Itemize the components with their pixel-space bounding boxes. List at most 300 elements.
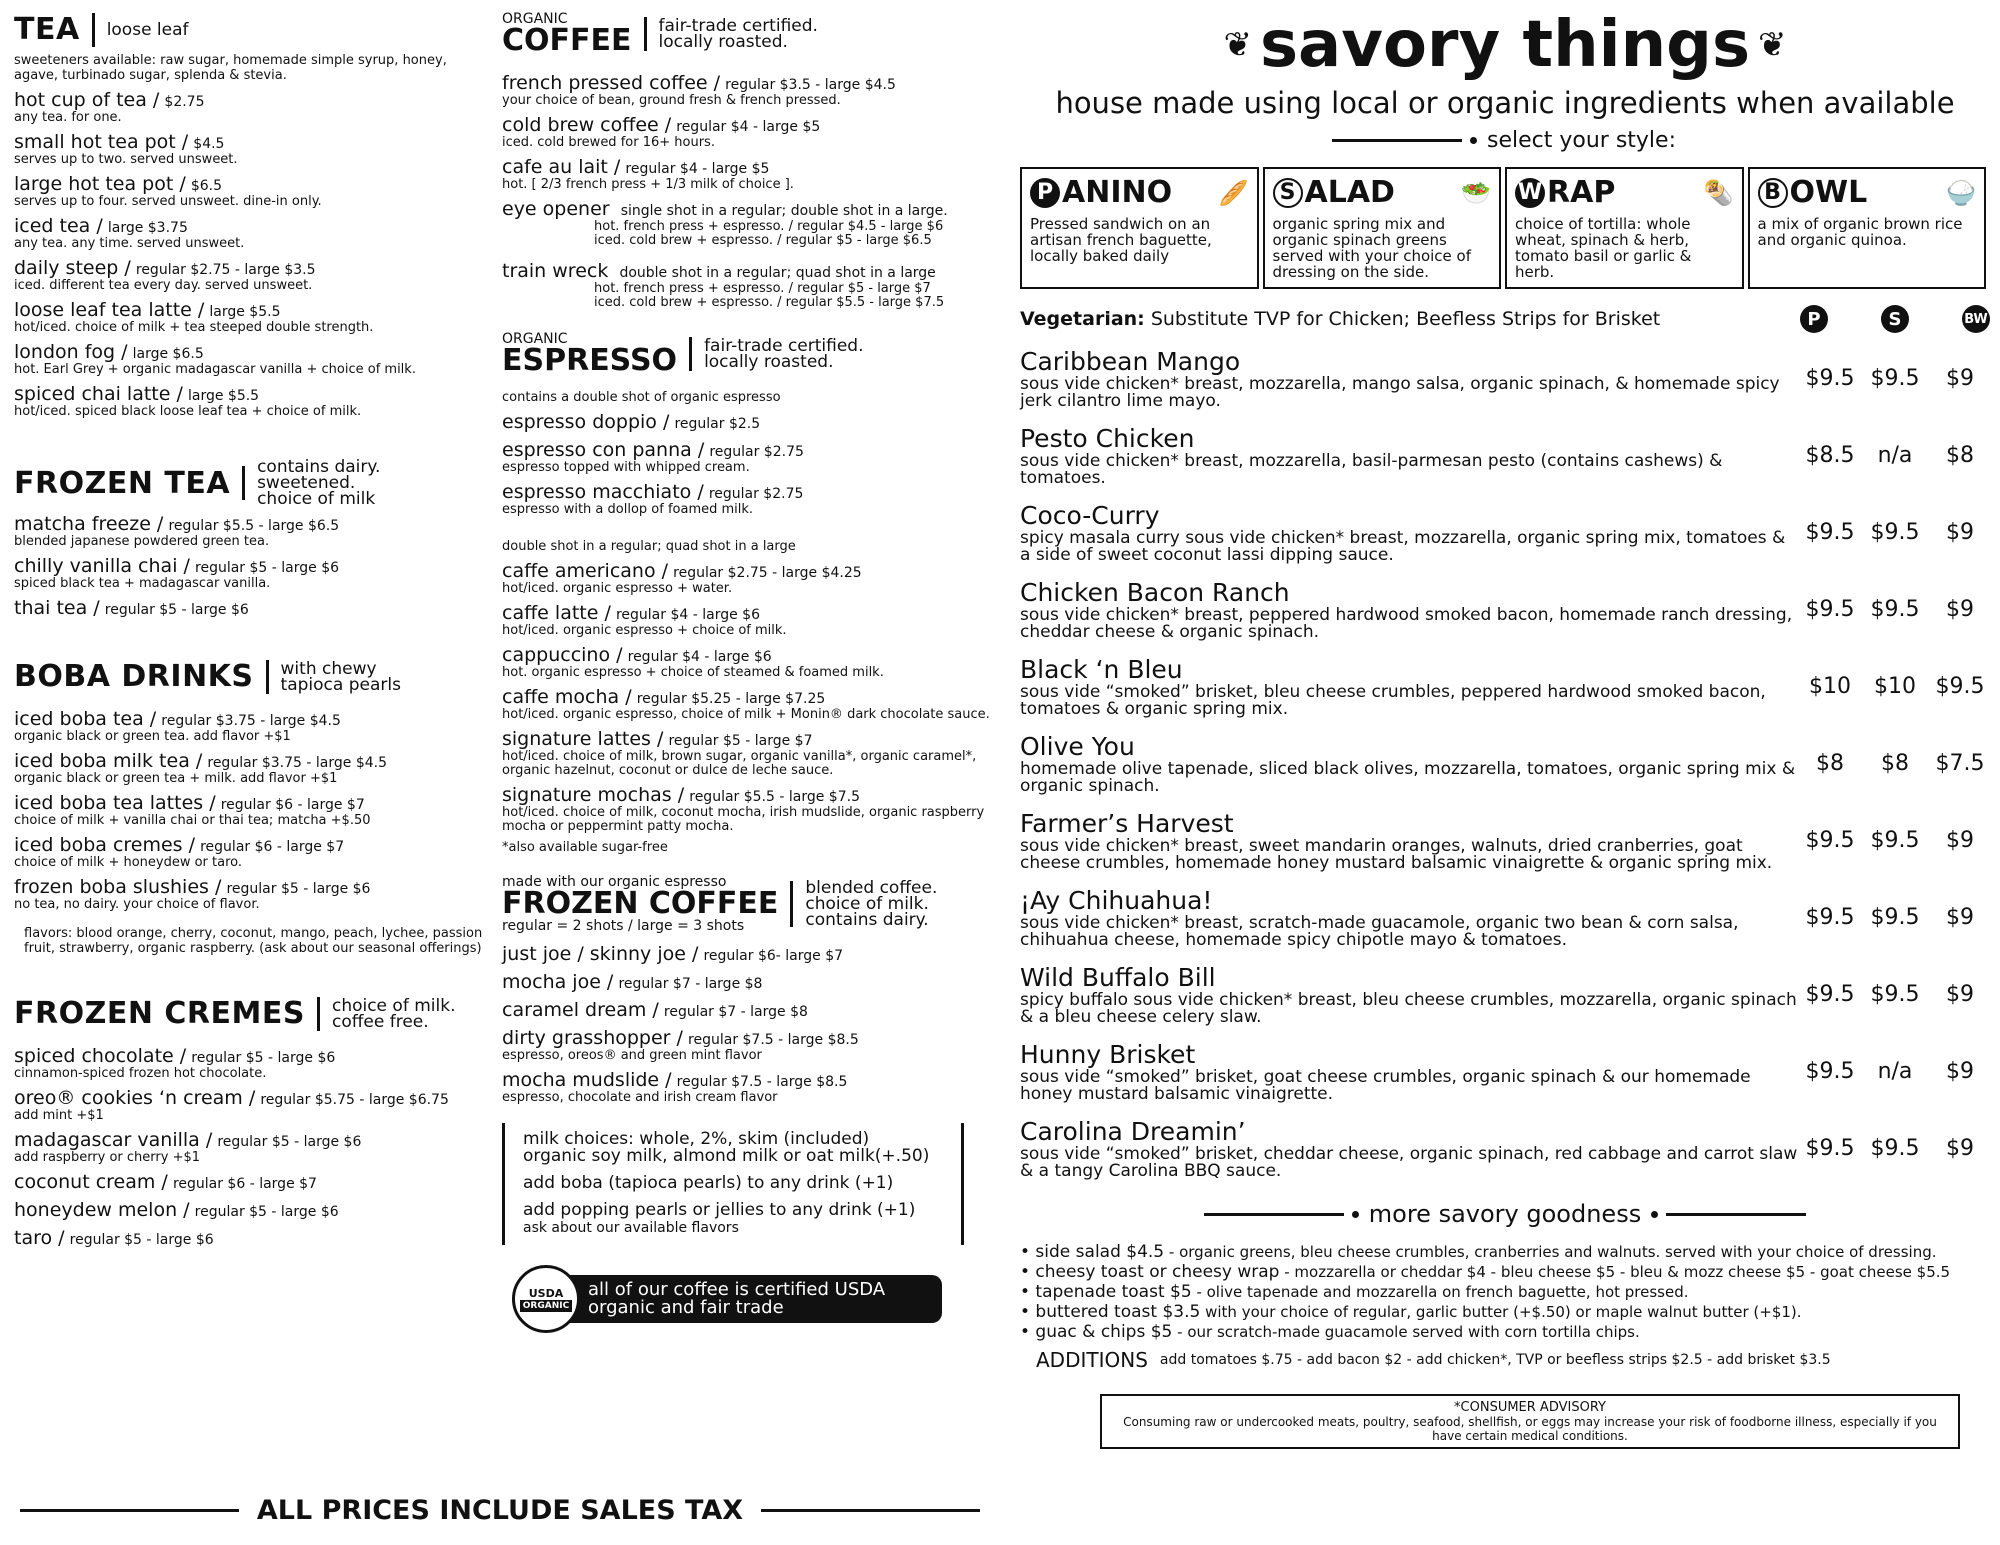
train-wreck-item [502, 260, 1002, 310]
item-price: regular $7 - large $8 [618, 976, 763, 992]
menu-item [502, 560, 1002, 596]
more-title: more savory goodness [1368, 1200, 1642, 1228]
item-name: caramel dream / [502, 999, 659, 1021]
frozen-cremes-header [14, 996, 494, 1031]
price-bowl-wrap: $9.5 [1935, 674, 1985, 699]
item-name: iced boba cremes / [14, 834, 196, 856]
price-panino: $9.5 [1805, 597, 1855, 622]
menu-item [14, 173, 494, 209]
dish-desc: spicy masala curry sous vide chicken* breast, mozzarella, organic spring mix, tomatoes & a side of sweet coconut lassi dipping sauce. [1020, 528, 1786, 565]
price-salad: $10 [1874, 674, 1916, 699]
coffee-title: COFFEE [502, 23, 632, 58]
item-price: regular $2.75 - large $3.5 [135, 262, 316, 278]
item-name: spiced chocolate / [14, 1045, 187, 1067]
sales-tax-footer [20, 1495, 980, 1526]
price-salad: $9.5 [1870, 597, 1920, 622]
item-price: large $3.75 [107, 220, 188, 236]
salad-column-icon: S [1881, 305, 1909, 333]
more-item-name: • cheesy toast or cheesy wrap [1020, 1262, 1280, 1282]
frozen-coffee-item-list [502, 943, 1002, 1105]
item-name: eye opener [502, 198, 610, 220]
sweeteners-note: sweeteners available: raw sugar, homemade simple syrup, honey, agave, turbinado sugar, splenda & stevia. [14, 53, 447, 83]
price-bowl-wrap: $7.5 [1935, 751, 1985, 776]
espresso-subtitle: fair-trade certified. locally roasted. [704, 336, 864, 372]
menu-item [14, 299, 494, 335]
advisory-text: Consuming raw or undercooked meats, poultry, seafood, shellfish, or eggs may increase your risk of foodborne illness, especially if you have certain medical conditions. [1123, 1415, 1937, 1443]
boba-flavors: flavors: blood orange, cherry, coconut, mango, peach, lychee, passion fruit, strawberry, organic raspberry. (ask about our seasonal offerings) [24, 926, 483, 956]
dish-name: Black ‘n Bleu [1020, 655, 1183, 684]
frozen-cremes-subtitle: choice of milk. coffee free. [331, 995, 456, 1032]
frozen-tea-item-list [14, 513, 494, 619]
dish-prices [1800, 578, 1990, 641]
item-name: espresso con panna / [502, 439, 705, 461]
item-name: train wreck [502, 260, 609, 282]
dish-prices [1800, 655, 1990, 718]
menu-item [14, 792, 494, 828]
title-separator [790, 881, 793, 927]
title-separator [644, 17, 647, 51]
item-name: caffe americano / [502, 560, 669, 582]
dish-desc: spicy buffalo sous vide chicken* breast, bleu cheese crumbles, mozzarella, organic spinach & a bleu cheese celery slaw. [1020, 990, 1797, 1027]
usda-text: all of our coffee is certified USDA organic and fair trade [564, 1275, 942, 1323]
menu-item [502, 439, 1002, 475]
item-desc: your choice of bean, ground fresh & french pressed. [502, 93, 841, 108]
tea-title: TEA [14, 12, 80, 47]
price-bowl-wrap: $9 [1946, 982, 1974, 1007]
item-lead: single shot in a regular; double shot in a large. [620, 203, 948, 219]
dish-name: Hunny Brisket [1020, 1040, 1196, 1069]
dish-row [1020, 732, 1990, 795]
price-salad: n/a [1877, 443, 1913, 468]
item-desc: hot. [ 2/3 french press + 1/3 milk of choice ]. [502, 177, 794, 192]
price-panino: $10 [1809, 674, 1851, 699]
item-name: loose leaf tea latte / [14, 299, 205, 321]
price-bowl-wrap: $9 [1946, 828, 1974, 853]
more-item [1020, 1262, 1990, 1282]
style-name [1758, 175, 1977, 210]
item-price: $4.5 [193, 136, 225, 152]
select-style-divider [1020, 128, 1990, 153]
dish-name: Chicken Bacon Ranch [1020, 578, 1290, 607]
price-column-heads [1800, 305, 1990, 333]
dish-prices [1800, 809, 1990, 872]
item-desc: hot/iced. organic espresso + choice of milk. [502, 623, 787, 638]
veg-label: Vegetarian: [1020, 308, 1145, 330]
price-panino: $9.5 [1805, 1059, 1855, 1084]
item-desc: hot/iced. choice of milk + tea steeped double strength. [14, 320, 374, 335]
dish-desc: sous vide chicken* breast, mozzarella, basil-parmesan pesto (contains cashews) & tomatoes. [1020, 451, 1723, 488]
item-price: large $6.5 [132, 346, 204, 362]
item-name: iced boba tea lattes / [14, 792, 216, 814]
more-item-desc: with your choice of regular, garlic butter (+$.50) or maple walnut butter (+$1). [1205, 1303, 1802, 1321]
item-desc: no tea, no dairy. your choice of flavor. [14, 897, 260, 912]
item-desc: espresso, chocolate and irish cream flavor [502, 1090, 778, 1105]
more-item-name: • side salad $4.5 [1020, 1242, 1165, 1262]
dish-desc: sous vide chicken* breast, scratch-made guacamole, organic two bean & corn salsa, chihuahua cheese, homemade spicy chipotle mayo & tomatoes. [1020, 913, 1739, 950]
item-name: madagascar vanilla / [14, 1129, 213, 1151]
menu-item [14, 383, 494, 419]
dish-name: Wild Buffalo Bill [1020, 963, 1216, 992]
item-name: london fog / [14, 341, 128, 363]
dish-prices [1800, 347, 1990, 410]
item-desc: hot. organic espresso + choice of steamed & foamed milk. [502, 665, 884, 680]
price-bowl-wrap: $9 [1946, 520, 1974, 545]
price-bowl-wrap: $9 [1946, 597, 1974, 622]
menu-item [502, 644, 1002, 680]
savory-title: savory things [1259, 8, 1751, 82]
menu-column-coffee [502, 0, 1002, 1333]
menu-item [14, 555, 494, 591]
price-bowl-wrap: $8 [1946, 443, 1974, 468]
milk-choices [523, 1131, 943, 1165]
boba-item-list [14, 708, 494, 912]
tea-header [14, 12, 494, 47]
item-desc: espresso topped with whipped cream. [502, 460, 750, 475]
usda-organic-seal-icon [512, 1265, 580, 1333]
baguette-icon: 🥖 [1218, 178, 1249, 207]
item-name: espresso doppio / [502, 411, 670, 433]
dish-prices [1800, 1117, 1990, 1180]
more-item [1020, 1242, 1990, 1262]
dish-prices [1800, 732, 1990, 795]
menu-item [14, 750, 494, 786]
item-price: regular $6 - large $7 [220, 797, 365, 813]
price-panino: $9.5 [1805, 1136, 1855, 1161]
more-item-name: • tapenade toast $5 [1020, 1282, 1192, 1302]
item-name: mocha joe / [502, 971, 614, 993]
pearls-addon [523, 1202, 943, 1237]
salad-bowl-icon: 🥗 [1461, 178, 1491, 207]
price-panino: $9.5 [1805, 366, 1855, 391]
dish-prices [1800, 424, 1990, 487]
frozen-coffee-subtitle: blended coffee. choice of milk. contains dairy. [805, 878, 938, 930]
item-desc: add mint +$1 [14, 1108, 104, 1123]
item-line: iced. cold brew + espresso. / regular $5.5 - large $7.5 [594, 295, 945, 310]
item-name: cafe au lait / [502, 156, 621, 178]
style-option [1505, 167, 1744, 289]
item-desc: spiced black tea + madagascar vanilla. [14, 576, 271, 591]
menu-item [14, 89, 494, 125]
menu-item [14, 1087, 494, 1123]
style-desc: a mix of organic brown rice and organic quinoa. [1757, 215, 1963, 249]
advisory-title: *CONSUMER ADVISORY [1454, 1400, 1606, 1415]
more-item [1020, 1282, 1990, 1302]
item-name: signature mochas / [502, 784, 685, 806]
dish-desc: sous vide chicken* breast, mozzarella, mango salsa, organic spinach, & homemade spicy jerk cilantro lime mayo. [1020, 374, 1780, 411]
title-separator [317, 997, 320, 1031]
savory-header [1020, 8, 1990, 153]
dish-name: Pesto Chicken [1020, 424, 1195, 453]
item-desc: iced. cold brewed for 16+ hours. [502, 135, 715, 150]
item-price: regular $3.75 - large $4.5 [161, 713, 341, 729]
pearls-sub: ask about our available flavors [523, 1220, 739, 1236]
item-price: regular $6- large $7 [703, 948, 844, 964]
item-desc: hot/iced. organic espresso + water. [502, 581, 733, 596]
price-salad: $9.5 [1870, 828, 1920, 853]
item-price: regular $5.5 - large $6.5 [168, 518, 340, 534]
rice-bowl-icon: 🍚 [1946, 178, 1976, 207]
item-desc: cinnamon-spiced frozen hot chocolate. [14, 1066, 267, 1081]
additions-row [1020, 1348, 1990, 1372]
frozen-tea-title: FROZEN TEA [14, 465, 231, 501]
price-salad: $8 [1881, 751, 1909, 776]
coffee-small-label: ORGANIC [502, 11, 568, 27]
more-item [1020, 1322, 1990, 1342]
boba-subtitle: with chewy tapioca pearls [280, 658, 401, 695]
dish-desc: sous vide chicken* breast, peppered hardwood smoked bacon, homemade ranch dressing, cheddar cheese & organic spinach. [1020, 605, 1793, 642]
dish-row [1020, 1040, 1990, 1103]
more-item-desc: - mozzarella or cheddar $4 - bleu cheese $5 - bleu & mozz cheese $5 - goat cheese $5.5 [1284, 1263, 1951, 1281]
frozen-cremes-title: FROZEN CREMES [14, 996, 305, 1031]
item-price: regular $5 - large $6 [226, 881, 371, 897]
milk-line1: whole, 2%, skim (included) [639, 1129, 870, 1149]
item-price: regular $3.75 - large $4.5 [207, 755, 388, 771]
style-name-rest: OWL [1789, 175, 1868, 210]
item-desc: any tea. for one. [14, 110, 122, 125]
style-letter: W [1515, 178, 1545, 208]
panino-column-icon: P [1800, 305, 1828, 333]
savory-title-row [1020, 8, 1990, 82]
item-name: dirty grasshopper / [502, 1027, 683, 1049]
item-name: caffe mocha / [502, 686, 632, 708]
menu-item [14, 215, 494, 251]
dish-row [1020, 963, 1990, 1026]
milk-line2: organic soy milk, almond milk or oat milk(+.50) [523, 1146, 930, 1166]
dish-row [1020, 424, 1990, 487]
item-price: regular $2.75 [709, 444, 804, 460]
item-desc: choice of milk + vanilla chai or thai tea; matcha +$.50 [14, 813, 371, 828]
footer-rule [761, 1509, 980, 1512]
menu-item [502, 72, 1002, 108]
item-price: regular $5 - large $7 [668, 733, 813, 749]
price-salad: $9.5 [1870, 905, 1920, 930]
item-desc: serves up to two. served unsweet. [14, 152, 238, 167]
title-separator [92, 13, 95, 47]
menu-item [14, 876, 494, 912]
item-price: regular $5 - large $6 [191, 1050, 336, 1066]
style-name-rest: RAP [1547, 175, 1616, 210]
espresso-note: double shot in a regular; quad shot in a large [502, 539, 796, 554]
menu-item [14, 1227, 494, 1249]
menu-item [14, 1199, 494, 1221]
price-panino: $9.5 [1805, 828, 1855, 853]
menu-item [14, 597, 494, 619]
item-name: coconut cream / [14, 1171, 168, 1193]
sales-tax-text: ALL PRICES INCLUDE SALES TAX [256, 1495, 744, 1526]
espresso-drink-list [502, 560, 1002, 834]
dish-name: Carolina Dreamin’ [1020, 1117, 1246, 1146]
additions-text: add tomatoes $.75 - add bacon $2 - add chicken*, TVP or beefless strips $2.5 - add brisket $3.5 [1159, 1352, 1831, 1368]
price-salad: $9.5 [1870, 982, 1920, 1007]
item-name: cold brew coffee / [502, 114, 672, 136]
item-price: regular $5 - large $6 [69, 1232, 214, 1248]
tea-item-list [14, 89, 494, 419]
item-desc: hot/iced. choice of milk, coconut mocha, irish mudslide, organic raspberry mocha or peppermint patty mocha. [502, 805, 985, 834]
item-desc: any tea. any time. served unsweet. [14, 236, 245, 251]
item-price: regular $5.75 - large $6.75 [260, 1092, 449, 1108]
menu-column-savory [1020, 0, 1990, 1449]
item-desc: organic black or green tea + milk. add flavor +$1 [14, 771, 338, 786]
bowl-wrap-column-icon: BW [1962, 305, 1990, 333]
veg-text: Substitute TVP for Chicken; Beefless Strips for Brisket [1150, 308, 1661, 330]
dish-list [1020, 347, 1990, 1180]
dish-name: Olive You [1020, 732, 1135, 761]
menu-column-tea [14, 0, 494, 1249]
sugar-free-note: *also available sugar-free [502, 840, 668, 855]
dish-prices [1800, 501, 1990, 564]
item-price: regular $2.75 [708, 486, 804, 502]
menu-item [502, 728, 1002, 778]
dish-prices [1800, 886, 1990, 949]
item-price: regular $5 - large $6 [104, 602, 249, 618]
item-price: large $5.5 [209, 304, 281, 320]
item-name: frozen boba slushies / [14, 876, 222, 898]
dish-name: Caribbean Mango [1020, 347, 1241, 376]
price-panino: $9.5 [1805, 982, 1855, 1007]
wrap-icon: 🌯 [1703, 178, 1734, 207]
item-name: iced boba milk tea / [14, 750, 203, 772]
menu-item [502, 156, 1002, 192]
item-name: mocha mudslide / [502, 1069, 672, 1091]
item-price: regular $4 - large $5 [625, 161, 770, 177]
item-name: matcha freeze / [14, 513, 164, 535]
menu-item [14, 341, 494, 377]
style-letter: S [1273, 178, 1303, 208]
item-name: french pressed coffee / [502, 72, 721, 94]
style-name [1273, 175, 1492, 210]
dish-row [1020, 886, 1990, 949]
item-line: hot. french press + espresso. / regular $5 - large $7 [594, 281, 931, 296]
footer-rule [20, 1509, 239, 1512]
boba-addon: add boba (tapioca pearls) to any drink (+1) [523, 1173, 894, 1193]
title-separator [266, 660, 269, 694]
item-price: regular $4 - large $6 [615, 607, 760, 623]
menu-item [14, 1045, 494, 1081]
style-name-rest: ALAD [1304, 175, 1395, 210]
boba-header [14, 659, 494, 694]
item-price: regular $5 - large $6 [195, 560, 340, 576]
item-name: iced tea / [14, 215, 103, 237]
item-price: regular $5.25 - large $7.25 [636, 691, 826, 707]
frozen-coffee-title: FROZEN COFFEE [502, 886, 779, 921]
menu-item [502, 1027, 1002, 1063]
leaf-icon: ❦ [1223, 25, 1252, 65]
frozen-coffee-shots: regular = 2 shots / large = 3 shots [502, 918, 745, 934]
item-lead: double shot in a regular; quad shot in a large [619, 265, 936, 281]
menu-item [502, 686, 1002, 722]
more-item-desc: - organic greens, bleu cheese crumbles, cranberries and walnuts. served with your choice of dressing. [1168, 1243, 1937, 1261]
more-item-name: • buttered toast $3.5 [1020, 1302, 1201, 1322]
vegetarian-note [1020, 308, 1800, 330]
item-name: oreo® cookies ‘n cream / [14, 1087, 256, 1109]
item-desc: hot. Earl Grey + organic madagascar vanilla + choice of milk. [14, 362, 416, 377]
item-name: iced boba tea / [14, 708, 157, 730]
menu-item [502, 114, 1002, 150]
item-name: just joe / skinny joe / [502, 943, 699, 965]
usda-banner [512, 1265, 1002, 1333]
frozen-tea-subtitle: contains dairy. sweetened. choice of milk [257, 457, 381, 509]
item-price: $2.75 [164, 94, 205, 110]
dish-desc: sous vide “smoked” brisket, goat cheese crumbles, organic spinach & our homemade honey mustard balsamic vinaigrette. [1020, 1067, 1751, 1104]
style-desc: organic spring mix and organic spinach greens served with your choice of dressing on the side. [1272, 215, 1471, 281]
item-desc: serves up to four. served unsweet. dine-in only. [14, 194, 322, 209]
price-panino: $8 [1816, 751, 1844, 776]
item-price: regular $5 - large $6 [217, 1134, 362, 1150]
dish-desc: sous vide “smoked” brisket, cheddar cheese, organic spinach, red cabbage and carrot slaw & a tangy Carolina BBQ sauce. [1020, 1144, 1798, 1181]
more-item-desc: - olive tapenade and mozzarella on french baguette, hot pressed. [1196, 1283, 1689, 1301]
style-desc: choice of tortilla: whole wheat, spinach & herb, tomato basil or garlic & herb. [1515, 215, 1692, 281]
style-letter: B [1758, 178, 1788, 208]
menu-item [502, 943, 1002, 965]
item-price: regular $4 - large $6 [627, 649, 772, 665]
item-price: regular $7.5 - large $8.5 [688, 1032, 859, 1048]
dish-name: ¡Ay Chihuahua! [1020, 886, 1213, 915]
item-price: regular $6 - large $7 [172, 1176, 317, 1192]
boba-title: BOBA DRINKS [14, 659, 254, 694]
item-name: chilly vanilla chai / [14, 555, 190, 577]
espresso-title: ESPRESSO [502, 343, 678, 378]
item-price: regular $4 - large $5 [676, 119, 821, 135]
item-desc: hot/iced. spiced black loose leaf tea + choice of milk. [14, 404, 362, 419]
savory-subtitle: house made using local or organic ingredients when available [1055, 86, 1955, 120]
dish-desc: sous vide “smoked” brisket, bleu cheese crumbles, peppered hardwood smoked bacon, tomatoes & organic spring mix. [1020, 682, 1766, 719]
item-name: hot cup of tea / [14, 89, 160, 111]
menu-item [502, 602, 1002, 638]
price-bowl-wrap: $9 [1946, 1136, 1974, 1161]
more-item-name: • guac & chips $5 [1020, 1322, 1173, 1342]
style-option [1263, 167, 1502, 289]
milk-label: milk choices: [523, 1129, 634, 1149]
item-price: $6.5 [190, 178, 223, 194]
item-name: small hot tea pot / [14, 131, 189, 153]
item-name: caffe latte / [502, 602, 611, 624]
item-price: large $5.5 [187, 388, 260, 404]
more-divider [1020, 1200, 1990, 1228]
item-name: signature lattes / [502, 728, 664, 750]
menu-item [502, 784, 1002, 834]
item-price: regular $7.5 - large $8.5 [676, 1074, 848, 1090]
milk-choices-box [502, 1123, 964, 1245]
menu-item [502, 1069, 1002, 1105]
style-name [1030, 175, 1249, 210]
menu-item [502, 971, 1002, 993]
eye-opener-item [502, 198, 1002, 248]
menu-item [14, 131, 494, 167]
espresso-note: contains a double shot of organic espresso [502, 390, 781, 405]
price-bowl-wrap: $9 [1946, 905, 1974, 930]
menu-item [502, 481, 1002, 517]
tea-subtitle: loose leaf [106, 19, 189, 40]
item-price: regular $7 - large $8 [663, 1004, 808, 1020]
style-options [1020, 167, 1990, 289]
item-name: cappuccino / [502, 644, 623, 666]
menu-item [14, 708, 494, 744]
item-desc: add raspberry or cherry +$1 [14, 1150, 201, 1165]
espresso-item-list [502, 411, 1002, 517]
style-letter: P [1030, 178, 1060, 208]
price-salad: $9.5 [1870, 1136, 1920, 1161]
item-price: regular $3.5 - large $4.5 [725, 77, 896, 93]
item-desc: hot/iced. choice of milk, brown sugar, organic vanilla*, organic caramel*, organic hazelnut, coconut or dulce de leche sauce. [502, 749, 977, 778]
dish-row [1020, 578, 1990, 641]
coffee-item-list [502, 72, 1002, 192]
select-style-label: select your style: [1487, 128, 1676, 153]
item-line: hot. french press + espresso. / regular $4.5 - large $6 [594, 219, 944, 234]
more-savory-list [1020, 1242, 1990, 1342]
coffee-header [502, 12, 1002, 56]
frozen-cremes-item-list [14, 1045, 494, 1249]
style-name-rest: ANINO [1062, 175, 1173, 210]
